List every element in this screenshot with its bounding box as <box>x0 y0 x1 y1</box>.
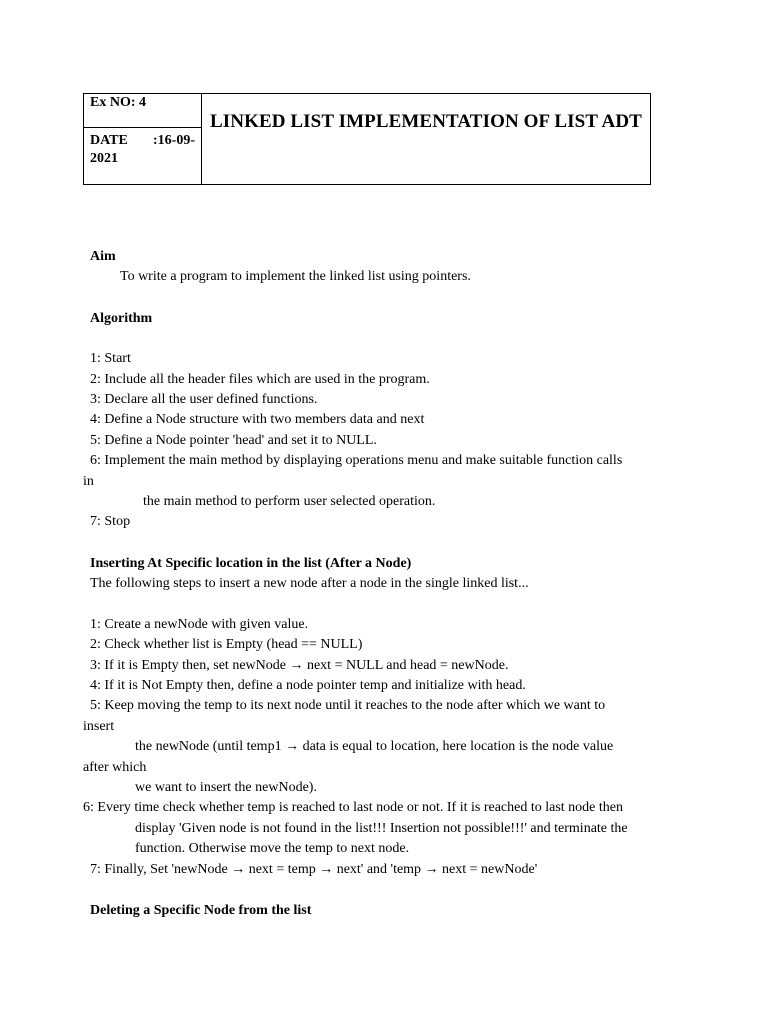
algorithm-step: 1: Start <box>90 351 131 367</box>
insert-step-wrap: after which <box>83 759 147 775</box>
algorithm-step-continuation: the main method to perform user selected operation. <box>143 494 436 510</box>
insert-step-continuation: the newNode (until temp1 → data is equal to location, here location is the node value <box>135 739 614 755</box>
insert-step: 2: Check whether list is Empty (head == NULL) <box>90 637 363 653</box>
document-body <box>83 247 690 921</box>
date-year: 2021 <box>90 151 118 166</box>
insert-step: 5: Keep moving the temp to its next node until it reaches to the node after which we want to <box>90 698 606 714</box>
document-title: LINKED LIST IMPLEMENTATION OF LIST ADT <box>210 111 642 132</box>
algorithm-step: 4: Define a Node structure with two members data and next <box>90 412 425 428</box>
algorithm-step: 5: Define a Node pointer 'head' and set it to NULL. <box>90 432 377 448</box>
algorithm-step: 3: Declare all the user defined functions. <box>90 392 318 408</box>
algorithm-step: 7: Stop <box>90 514 131 530</box>
aim-heading: Aim <box>90 249 116 264</box>
insert-step: 3: If it is Empty then, set newNode → next = NULL and head = newNode. <box>90 657 509 673</box>
insert-step-continuation: we want to insert the newNode). <box>135 779 317 795</box>
algorithm-step-wrap: in <box>83 473 94 489</box>
algorithm-step: 2: Include all the header files which are used in the program. <box>90 371 430 387</box>
insert-step: 6: Every time check whether temp is reached to last node or not. If it is reached to last node then <box>83 800 623 816</box>
insert-section-heading: Inserting At Specific location in the list (After a Node) <box>90 555 412 571</box>
insert-step: 4: If it is Not Empty then, define a node pointer temp and initialize with head. <box>90 677 526 693</box>
aim-text: To write a program to implement the linked list using pointers. <box>120 269 471 285</box>
insert-section-intro: The following steps to insert a new node after a node in the single linked list... <box>90 576 529 592</box>
insert-step-continuation: display 'Given node is not found in the list!!! Insertion not possible!!!' and terminate the <box>135 820 628 836</box>
date-label: DATE <box>90 133 128 148</box>
insert-step: 7: Finally, Set 'newNode → next = temp → next' and 'temp → next = newNode' <box>90 861 538 877</box>
delete-section-heading: Deleting a Specific Node from the list <box>90 902 312 918</box>
date-value: :16-09- <box>153 133 195 148</box>
exercise-date <box>84 128 202 184</box>
insert-step-wrap: insert <box>83 718 115 734</box>
exercise-header-table <box>83 93 651 185</box>
insert-step: 1: Create a newNode with given value. <box>90 616 309 632</box>
exercise-number: Ex NO: 4 <box>84 94 202 128</box>
algorithm-heading: Algorithm <box>90 310 153 326</box>
algorithm-step: 6: Implement the main method by displaying operations menu and make suitable function calls <box>90 453 623 469</box>
insert-step-continuation: function. Otherwise move the temp to next node. <box>135 841 410 857</box>
